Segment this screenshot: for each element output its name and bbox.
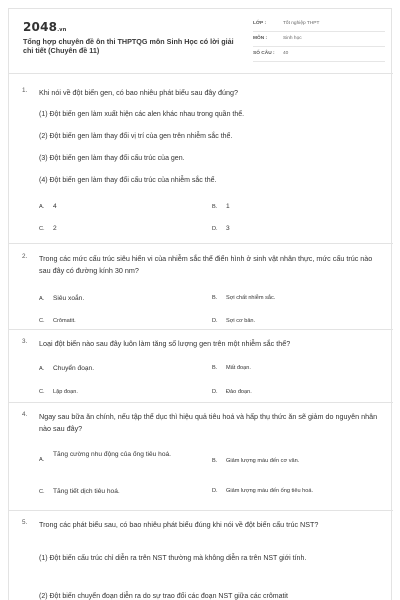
statement: (1) Đột biến cấu trúc chỉ diễn ra trên NST thường mà không diễn ra trên NST giới tính. xyxy=(39,555,307,562)
answer-option-a[interactable]: A. 4 xyxy=(39,203,57,210)
answer-option-a[interactable]: A. Siêu xoắn. xyxy=(39,295,85,302)
question-number: 2. xyxy=(22,253,28,260)
statement: (4) Đột biến gen làm thay đổi cấu trúc của nhiễm sắc thể. xyxy=(39,177,217,184)
answer-option-a[interactable]: A.Tăng cường nhu động của ống tiêu hoá. xyxy=(39,451,171,463)
answer-option-d[interactable]: D. 3 xyxy=(212,225,230,232)
answer-option-a[interactable]: A. Chuyển đoạn. xyxy=(39,365,95,372)
answer-option-c[interactable]: C. Tăng tiết dịch tiêu hoá. xyxy=(39,488,120,495)
question-text: Trong các mức cấu trúc siêu hiển vi của nhiễm sắc thể điển hình ở sinh vật nhân thực, mức cấu trúc nào sau đây có đường kính 30 nm? xyxy=(39,254,373,275)
logo-main: 2048 xyxy=(23,20,58,34)
header-divider xyxy=(9,73,393,74)
answer-option-c[interactable]: C. 2 xyxy=(39,225,57,232)
document-header xyxy=(9,9,393,73)
meta-key: MÔN : xyxy=(253,36,268,41)
question-text: Khi nói về đột biến gen, có bao nhiêu phát biểu sau đây đúng? xyxy=(39,88,239,97)
document-title: Tổng hợp chuyên đề ôn thi THPTQG môn Sinh Học có lời giải chi tiết (Chuyên đề 11) xyxy=(23,37,234,55)
meta-row-question-count xyxy=(253,49,385,62)
answer-option-d[interactable]: D. Đảo đoạn. xyxy=(212,389,252,395)
meta-value: Tốt nghiệp THPT xyxy=(283,21,320,26)
statement: (1) Đột biến gen làm xuất hiện các alen khác nhau trong quần thể. xyxy=(39,111,245,118)
question-number: 4. xyxy=(22,411,28,418)
site-logo[interactable] xyxy=(23,20,67,34)
question-divider xyxy=(9,329,393,330)
meta-row-subject xyxy=(253,34,385,47)
question-text: Loại đột biến nào sau đây luôn làm tăng số lượng gen trên một nhiễm sắc thể? xyxy=(39,339,291,348)
question-divider xyxy=(9,402,393,403)
meta-value: 40 xyxy=(283,51,289,56)
meta-row-class xyxy=(253,19,385,32)
answer-option-d[interactable]: D. Giảm lượng máu đến ống tiêu hoá. xyxy=(212,488,314,494)
meta-key: SỐ CÂU : xyxy=(253,51,275,56)
question-divider xyxy=(9,510,393,511)
answer-option-b[interactable]: B. Giảm lượng máu đến cơ vân. xyxy=(212,458,300,464)
answer-option-b[interactable]: B. 1 xyxy=(212,203,230,210)
statement: (2) Đột biến gen làm thay đổi vị trí của gen trên nhiễm sắc thể. xyxy=(39,133,233,140)
answer-option-b[interactable]: B. Sợi chất nhiễm sắc. xyxy=(212,295,276,301)
question-divider xyxy=(9,243,393,244)
answer-option-c[interactable]: C. Lặp đoạn. xyxy=(39,389,78,395)
answer-option-d[interactable]: D. Sợi cơ bản. xyxy=(212,318,256,324)
answer-option-c[interactable]: C. Crômatit. xyxy=(39,318,76,324)
question-text: Trong các phát biểu sau, có bao nhiêu phát biểu đúng khi nói về đột biến cấu trúc NST? xyxy=(39,520,319,529)
question-number: 3. xyxy=(22,338,28,345)
statement: (2) Đột biến chuyển đoạn diễn ra do sự trao đổi các đoạn NST giữa các crômatit xyxy=(39,593,288,600)
answer-option-b[interactable]: B. Mất đoạn. xyxy=(212,365,251,371)
document-meta xyxy=(253,19,385,64)
document-page xyxy=(8,8,392,600)
logo-suffix: .vn xyxy=(57,27,67,33)
meta-value: Sinh học xyxy=(283,36,302,41)
question-number: 1. xyxy=(22,87,28,94)
question-number: 5. xyxy=(22,519,28,526)
meta-key: LỚP : xyxy=(253,21,267,26)
statement: (3) Đột biến gen làm thay đổi cấu trúc của gen. xyxy=(39,155,185,162)
question-text: Ngay sau bữa ăn chính, nếu tập thể dục thì hiệu quả tiêu hoá và hấp thụ thức ăn sẽ giảm do nguyên nhân nào sau đây? xyxy=(39,412,378,433)
